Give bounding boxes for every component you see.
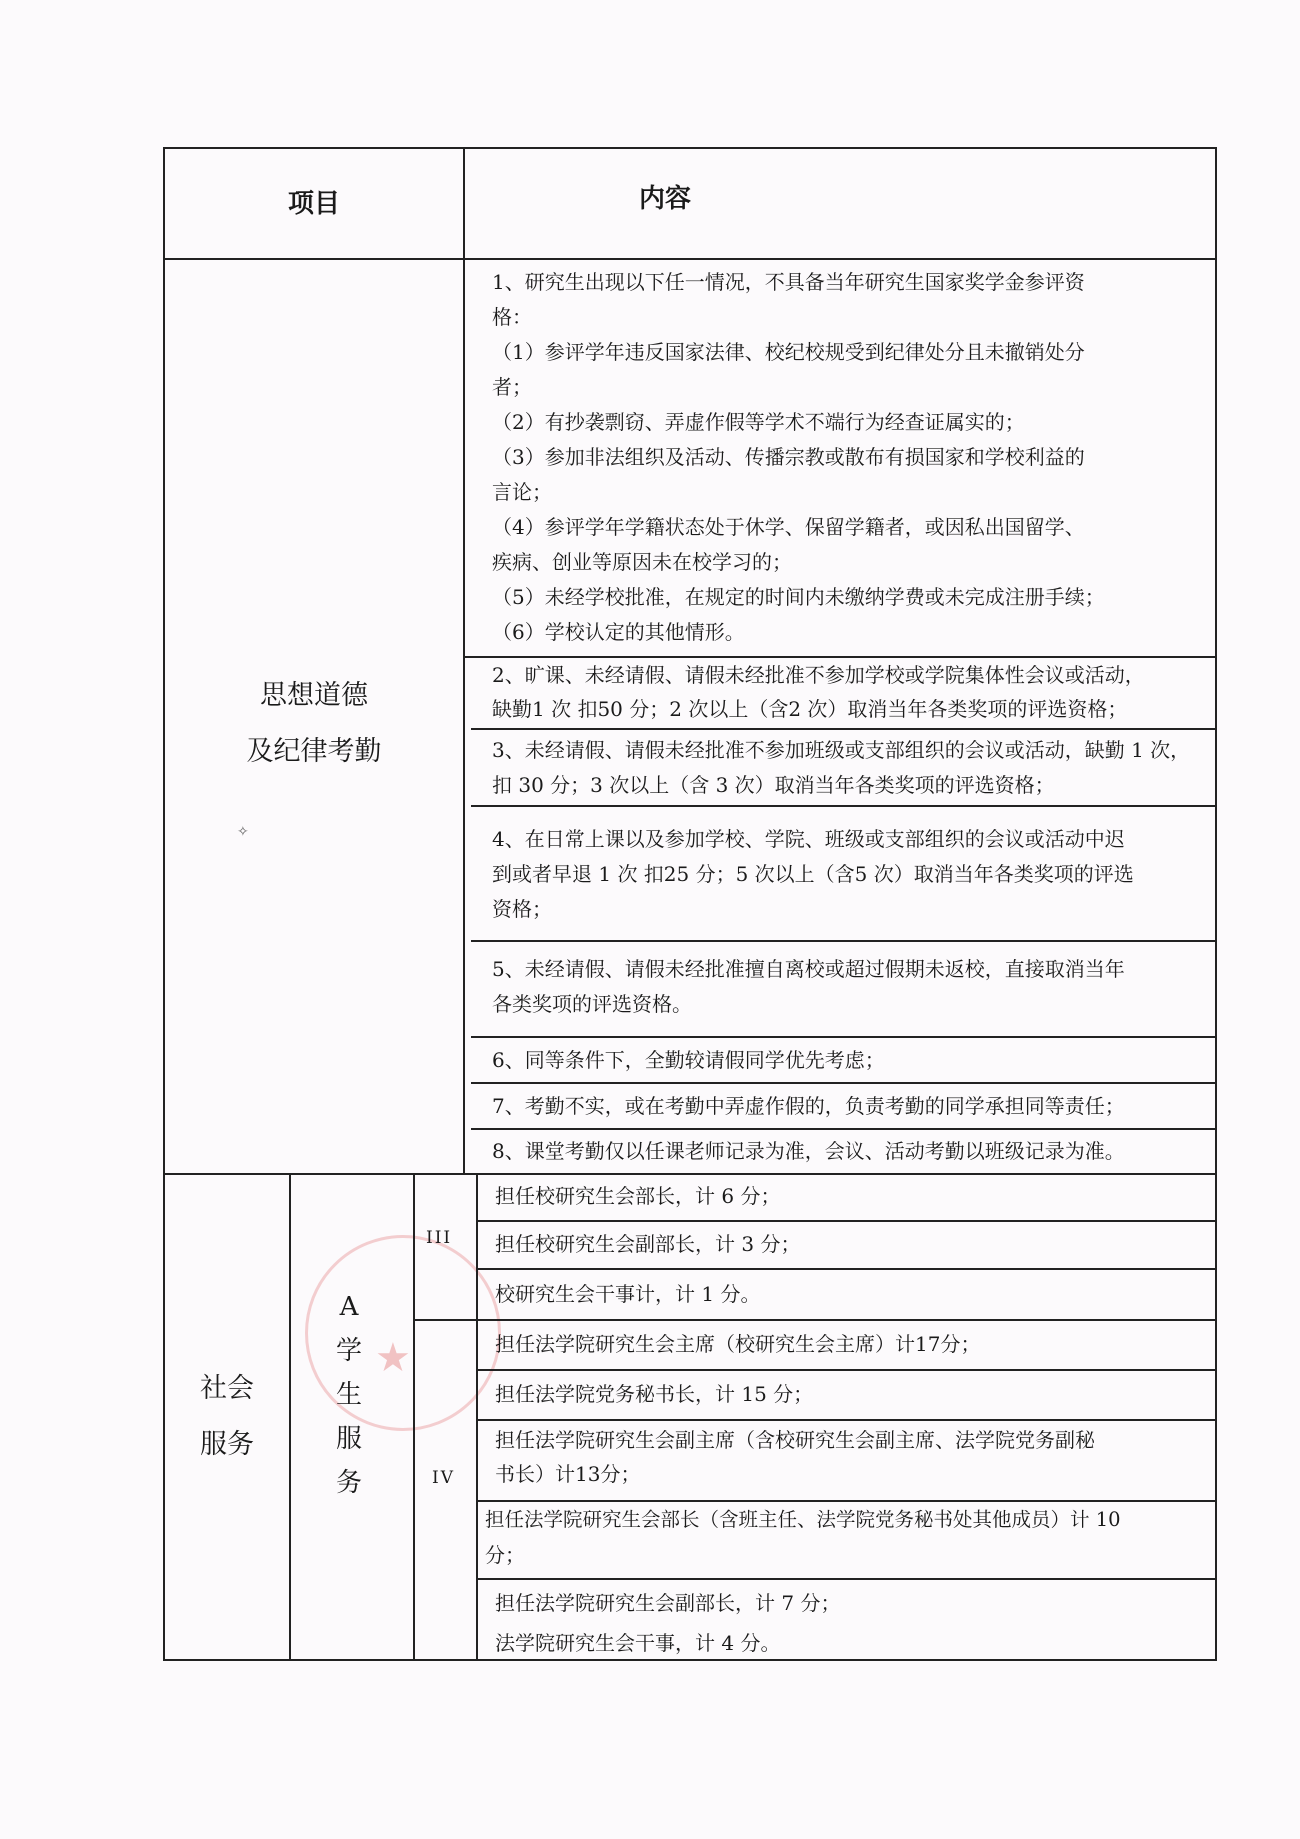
sub-label-student-service: A 学 生 服 务 [335, 1292, 362, 1498]
section1-row-6: 6、同等条件下，全勤较请假同学优先考虑； [492, 1048, 885, 1072]
level4-row-2: 担任法学院党务秘书长，计 15 分； [495, 1382, 814, 1406]
seal-star-icon: ★ [375, 1335, 411, 1381]
level3-row-2: 担任校研究生会副部长，计 3 分； [495, 1232, 801, 1256]
level3-row-1: 担任校研究生会部长，计 6 分； [495, 1184, 781, 1208]
level4-row-6: 法学院研究生会干事，计 4 分。 [495, 1631, 781, 1655]
header-item: 项目 [287, 189, 340, 219]
section-label-social-service: 社会 服务 [200, 1373, 254, 1460]
section-label-ethics: 思想道德 及纪律考勤 [246, 680, 382, 767]
level3-row-3: 校研究生会干事计，计 1 分。 [495, 1282, 761, 1306]
level4-row-1: 担任法学院研究生会主席（校研究生会主席）计17分； [495, 1332, 981, 1356]
level4-row-5: 担任法学院研究生会副部长，计 7 分； [495, 1591, 841, 1615]
section1-row-7: 7、考勤不实，或在考勤中弄虚作假的，负责考勤的同学承担同等责任； [492, 1094, 1125, 1118]
level-label-iv: IV [432, 1468, 455, 1488]
header-content: 内容 [638, 184, 691, 214]
level-label-iii: III [426, 1228, 453, 1248]
section1-row-8: 8、课堂考勤仅以任课老师记录为准，会议、活动考勤以班级记录为准。 [492, 1139, 1125, 1163]
scan-mark: ✧ [237, 824, 249, 840]
